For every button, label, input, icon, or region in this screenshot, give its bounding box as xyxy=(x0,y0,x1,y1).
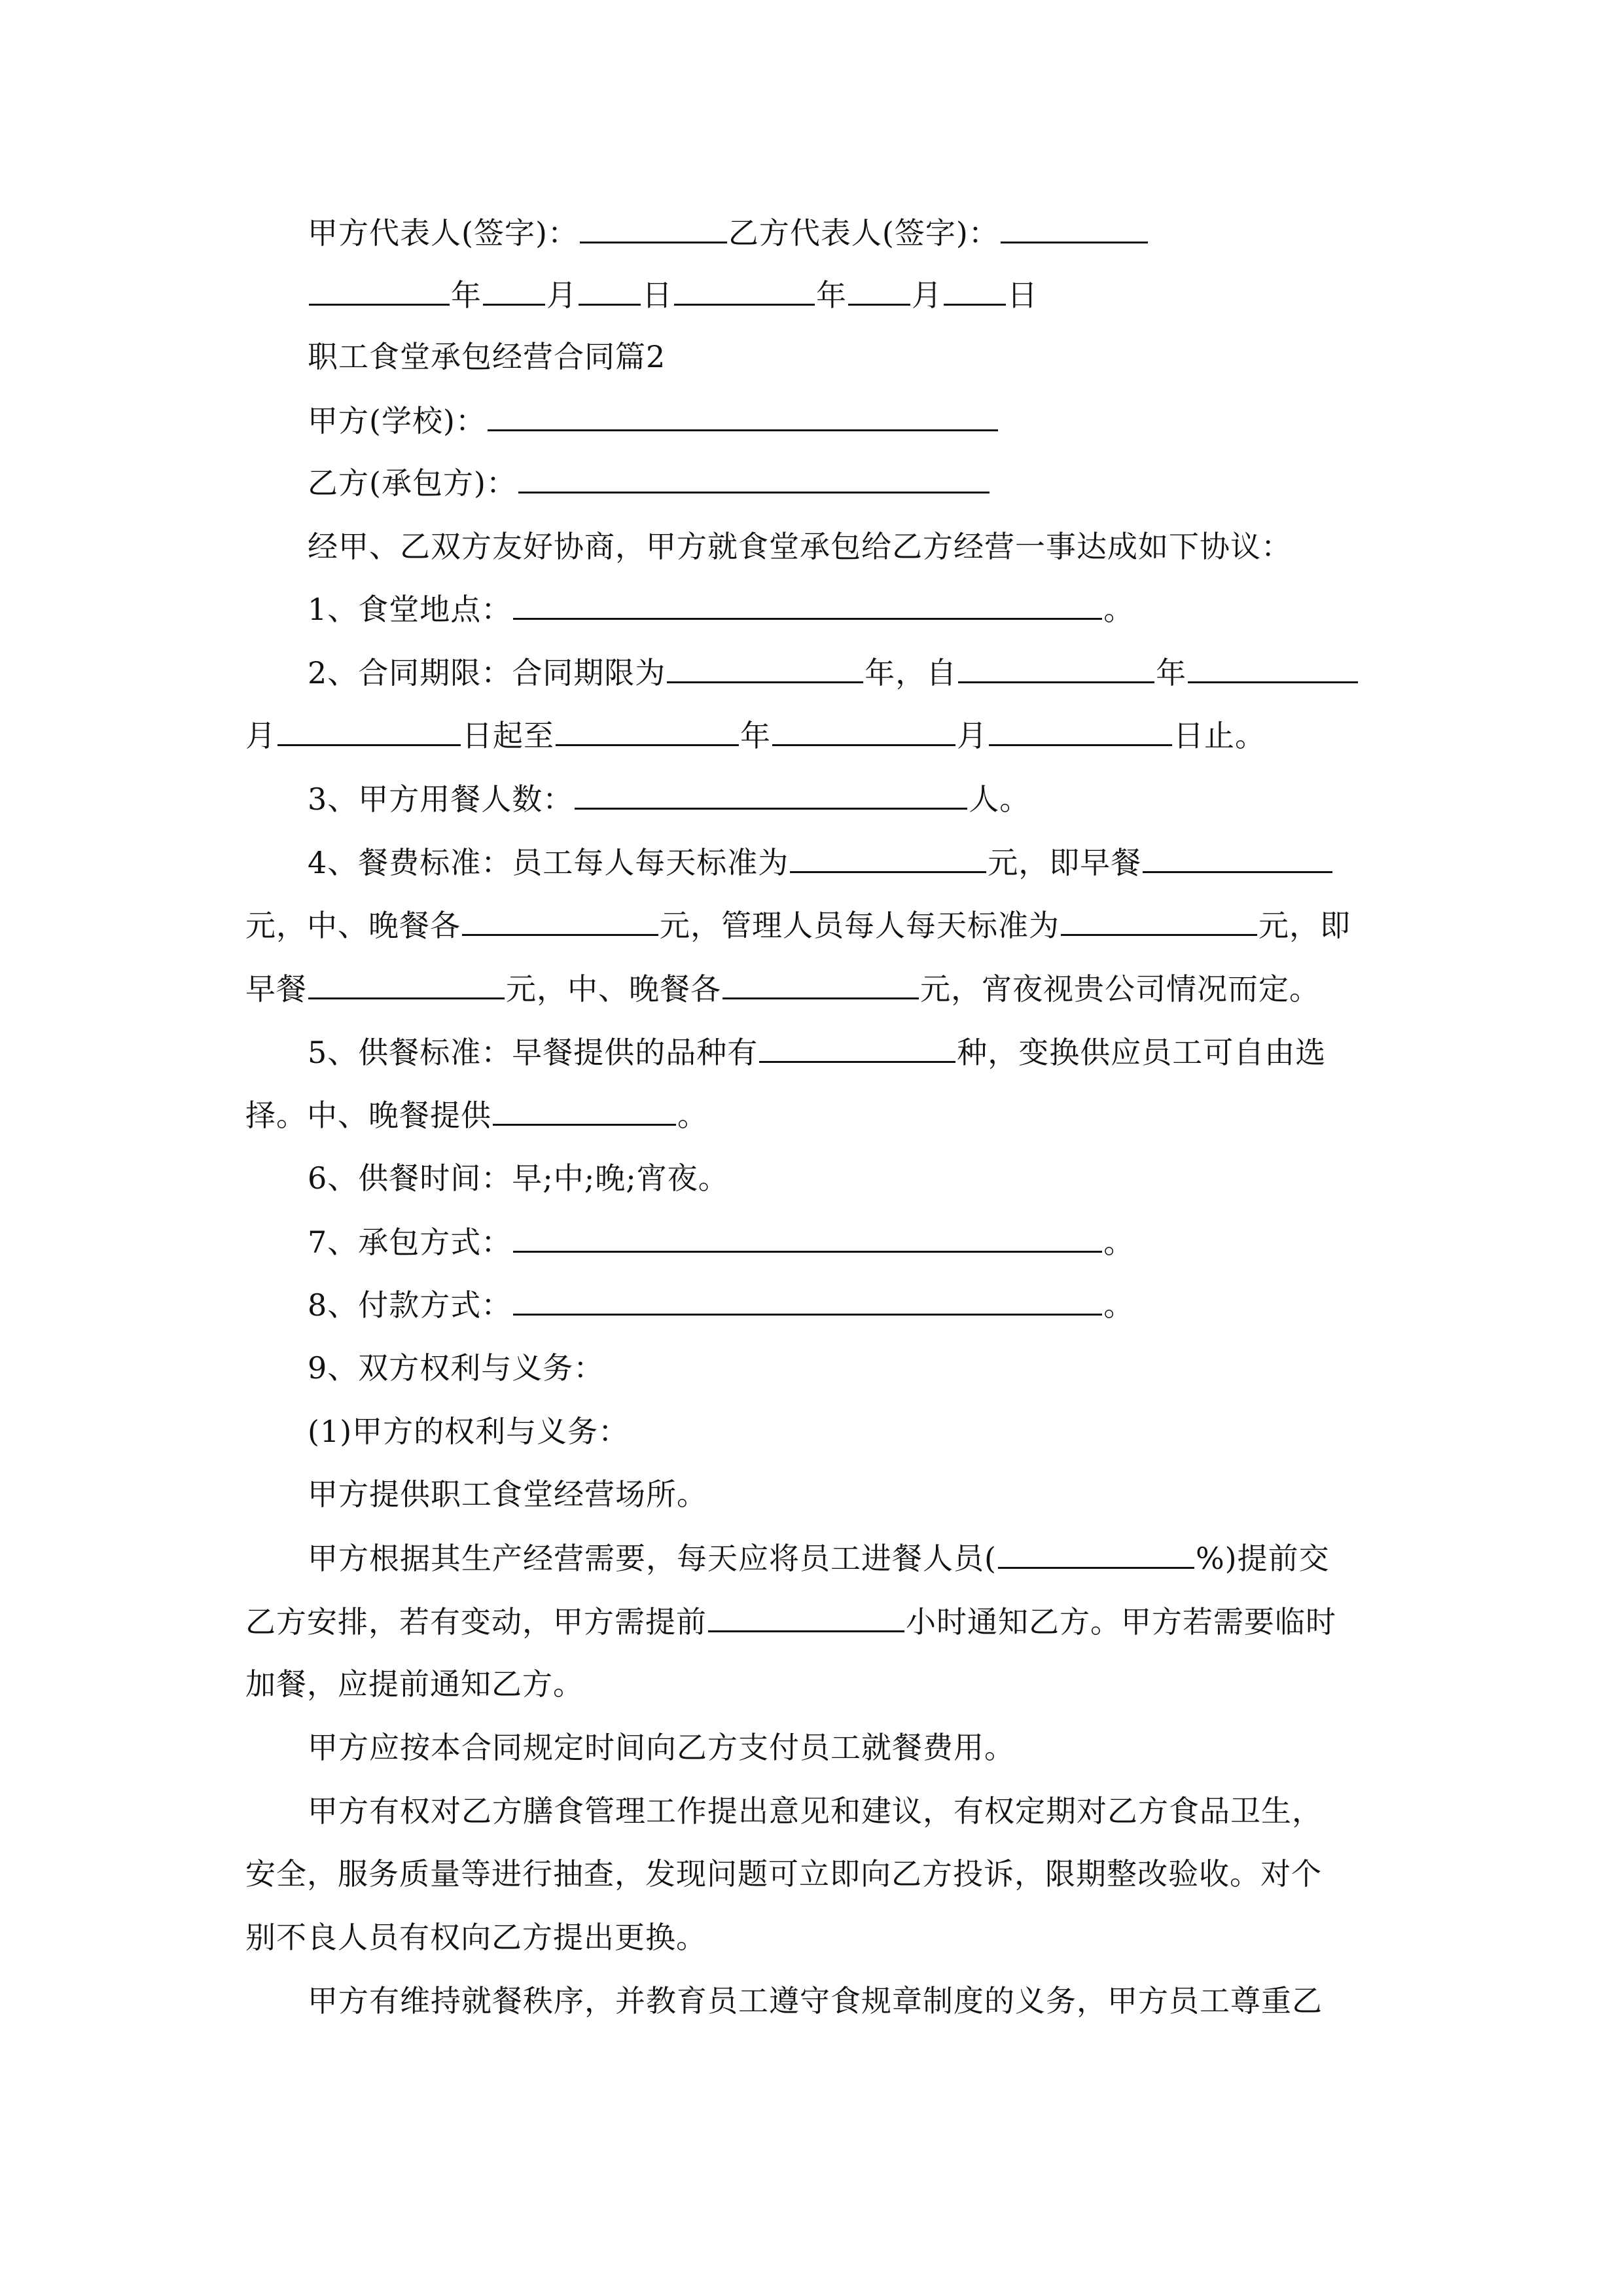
signature-line xyxy=(245,213,1446,253)
paragraph-1: 甲方提供职工食堂经营场所。 xyxy=(308,1477,707,1512)
text: 元，即早餐 xyxy=(988,845,1142,880)
staff-breakfast-blank[interactable] xyxy=(1143,842,1332,873)
end-day-blank[interactable] xyxy=(989,715,1172,746)
text: 人。 xyxy=(969,781,1031,817)
text: 种，变换供应员工可自由选 xyxy=(957,1035,1327,1070)
paragraph-4-line-2: 安全，服务质量等进行抽查，发现问题可立即向乙方投诉，限期整改验收。对个 xyxy=(245,1856,1322,1892)
clause-7-label: 7、承包方式： xyxy=(308,1225,512,1260)
party-a-blank[interactable] xyxy=(488,401,998,431)
text: 月 xyxy=(957,718,988,753)
text: 月 xyxy=(245,718,276,753)
month-label: 月 xyxy=(912,278,942,313)
payment-method-blank[interactable] xyxy=(513,1285,1102,1316)
party-a-signature-blank[interactable] xyxy=(580,213,727,243)
text: 。 xyxy=(1103,1287,1135,1323)
end-year-blank[interactable] xyxy=(556,715,739,746)
period: 。 xyxy=(1103,592,1135,627)
clause-1 xyxy=(245,589,1446,629)
paragraph-4-line-3: 别不良人员有权向乙方提出更换。 xyxy=(245,1920,707,1955)
clause-3 xyxy=(245,779,1446,819)
clause-2-label: 2、合同期限：合同期限为 xyxy=(308,655,666,691)
paragraph-2-line-2 xyxy=(245,1602,1384,1641)
breakfast-variety-blank[interactable] xyxy=(759,1032,955,1063)
location-blank[interactable] xyxy=(513,589,1102,620)
text: %)提前交 xyxy=(1195,1541,1330,1576)
clause-9-1: (1)甲方的权利与义务： xyxy=(308,1414,630,1449)
clause-4-line-3 xyxy=(245,969,1384,1009)
text: 。 xyxy=(1103,1225,1135,1260)
start-day-blank[interactable] xyxy=(277,715,461,746)
clause-1-label: 1、食堂地点： xyxy=(308,592,512,627)
manager-daily-rate-blank[interactable] xyxy=(1061,905,1257,936)
notice-hours-blank[interactable] xyxy=(708,1602,904,1632)
diner-percent-blank[interactable] xyxy=(998,1538,1194,1569)
day-label: 日 xyxy=(642,278,673,313)
text: 元，即 xyxy=(1258,908,1351,943)
contract-method-blank[interactable] xyxy=(513,1222,1102,1253)
manager-breakfast-blank[interactable] xyxy=(308,969,505,999)
party-b-year-blank[interactable] xyxy=(674,275,815,306)
party-b-label: 乙方(承包方)： xyxy=(308,465,517,501)
text: 年 xyxy=(1156,655,1187,691)
year-label: 年 xyxy=(816,278,847,313)
text: 小时通知乙方。甲方若需要临时 xyxy=(906,1604,1336,1640)
text: 元，中、晚餐各 xyxy=(245,908,461,943)
paragraph-2-line-1 xyxy=(245,1538,1446,1578)
party-a-year-blank[interactable] xyxy=(309,275,450,306)
text: 乙方安排，若有变动，甲方需提前 xyxy=(245,1604,707,1640)
text: 早餐 xyxy=(245,971,307,1007)
text: 元，宵夜视贵公司情况而定。 xyxy=(920,971,1320,1007)
party-a-line xyxy=(245,401,1446,440)
paragraph-3: 甲方应按本合同规定时间向乙方支付员工就餐费用。 xyxy=(308,1730,1015,1765)
text: 日起至 xyxy=(462,718,554,753)
clause-2-line-2 xyxy=(245,715,1384,755)
paragraph-5: 甲方有维持就餐秩序，并教育员工遵守食规章制度的义务，甲方员工尊重乙 xyxy=(308,1983,1323,2018)
text: 甲方根据其生产经营需要，每天应将员工进餐人员( xyxy=(308,1541,997,1576)
clause-4-label: 4、餐费标准：员工每人每天标准为 xyxy=(308,845,789,880)
clause-3-label: 3、甲方用餐人数： xyxy=(308,781,574,817)
staff-lunch-dinner-blank[interactable] xyxy=(462,905,658,936)
text: 年，自 xyxy=(865,655,957,691)
party-a-day-blank[interactable] xyxy=(579,275,641,306)
clause-9: 9、双方权利与义务： xyxy=(308,1350,605,1386)
day-label: 日 xyxy=(1007,278,1038,313)
clause-8-label: 8、付款方式： xyxy=(308,1287,512,1323)
clause-7 xyxy=(245,1222,1446,1262)
clause-4-line-1 xyxy=(245,842,1446,882)
party-b-blank[interactable] xyxy=(518,463,990,493)
term-years-blank[interactable] xyxy=(667,653,863,683)
clause-5-line-2 xyxy=(245,1095,1384,1135)
party-b-signature-blank[interactable] xyxy=(1001,213,1148,243)
party-a-label: 甲方(学校)： xyxy=(308,403,486,439)
paragraph-4-line-1: 甲方有权对乙方膳食管理工作提出意见和建议，有权定期对乙方食品卫生， xyxy=(308,1793,1323,1829)
clause-8 xyxy=(245,1285,1446,1325)
party-b-line xyxy=(245,463,1446,503)
staff-daily-rate-blank[interactable] xyxy=(790,842,986,873)
clause-2-line-1 xyxy=(245,653,1446,692)
text: 日止。 xyxy=(1173,718,1266,753)
clause-5-label: 5、供餐标准：早餐提供的品种有 xyxy=(308,1035,758,1070)
clause-6: 6、供餐时间：早;中;晚;宵夜。 xyxy=(308,1160,729,1196)
party-b-day-blank[interactable] xyxy=(944,275,1006,306)
party-b-month-blank[interactable] xyxy=(848,275,910,306)
diner-count-blank[interactable] xyxy=(575,779,967,810)
paragraph-2-line-3: 加餐，应提前通知乙方。 xyxy=(245,1666,584,1702)
party-a-month-blank[interactable] xyxy=(483,275,545,306)
intro-paragraph: 经甲、乙双方友好协商，甲方就食堂承包给乙方经营一事达成如下协议： xyxy=(308,529,1292,564)
text: 元，中、晚餐各 xyxy=(506,971,721,1007)
text: 。 xyxy=(677,1098,708,1133)
text: 年 xyxy=(740,718,771,753)
lunch-dinner-provision-blank[interactable] xyxy=(493,1095,676,1126)
manager-lunch-dinner-blank[interactable] xyxy=(722,969,919,999)
clause-5-line-1 xyxy=(245,1032,1446,1072)
text: 元，管理人员每人每天标准为 xyxy=(660,908,1060,943)
party-b-rep-label: 乙方代表人(签字)： xyxy=(728,215,999,251)
text: 择。中、晚餐提供 xyxy=(245,1098,491,1133)
date-line xyxy=(245,275,1446,315)
end-month-blank[interactable] xyxy=(772,715,955,746)
start-month-blank[interactable] xyxy=(1188,653,1358,683)
month-label: 月 xyxy=(546,278,577,313)
year-label: 年 xyxy=(451,278,482,313)
party-a-rep-label: 甲方代表人(签字)： xyxy=(308,215,579,251)
clause-4-line-2 xyxy=(245,905,1384,945)
section-title: 职工食堂承包经营合同篇2 xyxy=(308,339,666,374)
start-year-blank[interactable] xyxy=(958,653,1154,683)
